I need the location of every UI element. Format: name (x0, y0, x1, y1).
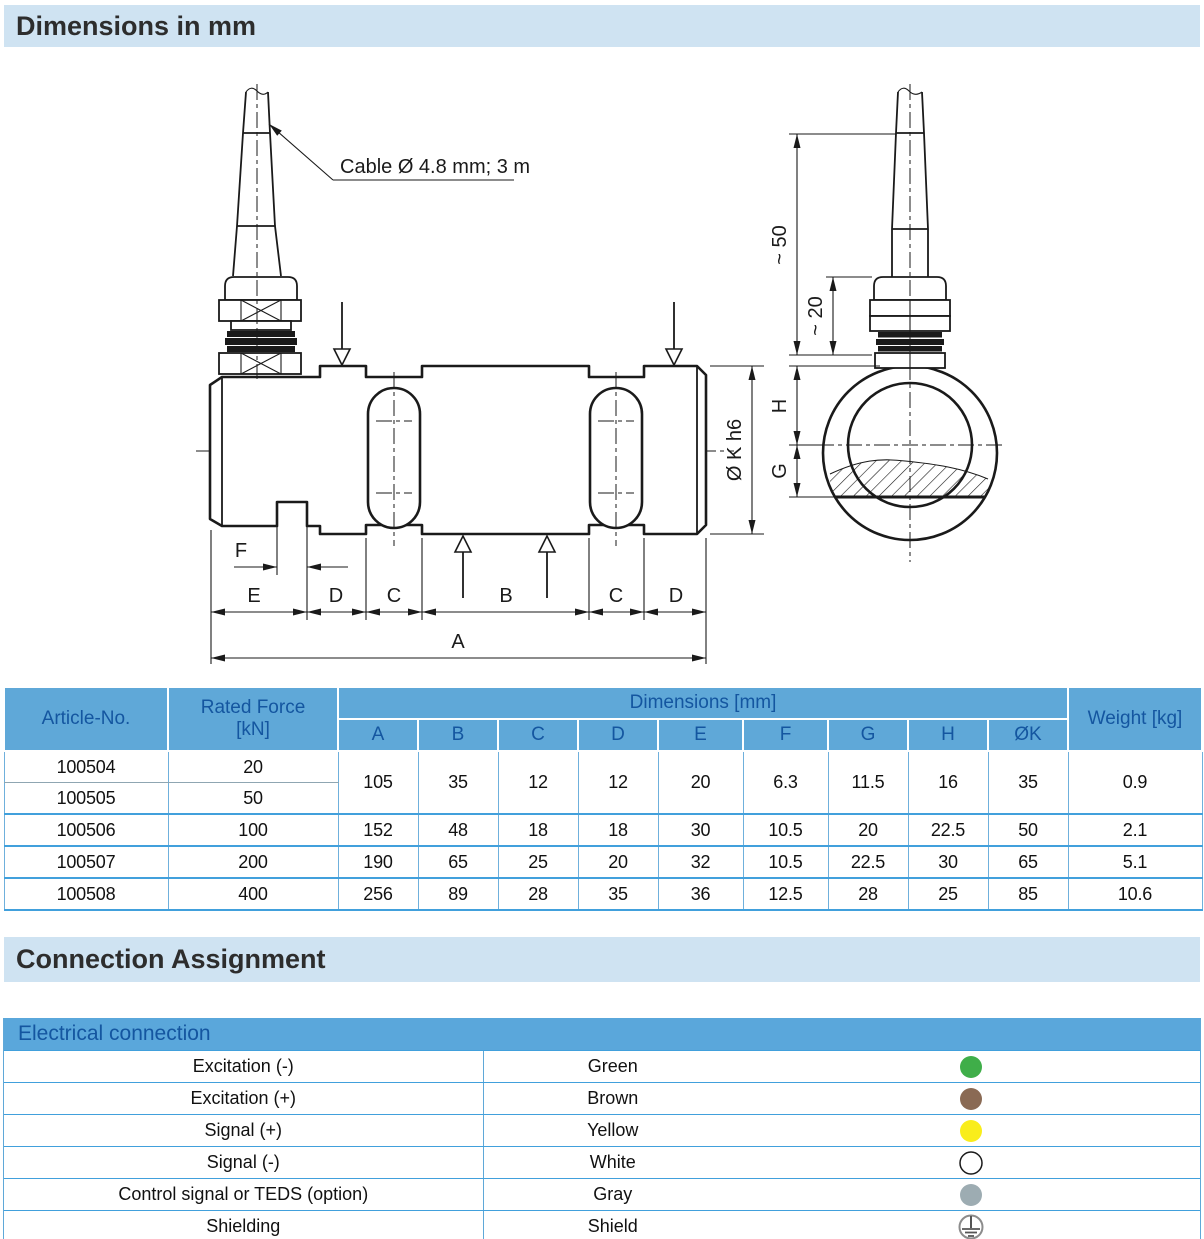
cell-force: 100 (168, 814, 338, 846)
wire-color-name: Gray (593, 1184, 633, 1204)
cell-dim-f: 12.5 (743, 878, 828, 910)
electrical-connection-table (3, 1018, 1201, 1239)
dim-label-50: ~ 50 (769, 225, 791, 265)
rated-force-line2: [kN] (236, 719, 270, 740)
cell-dim-b: 89 (418, 878, 498, 910)
section-title-dimensions: Dimensions in mm (16, 10, 257, 41)
cell-force: 50 (168, 783, 338, 815)
dim-50 (769, 134, 801, 355)
wire-function: Excitation (+) (4, 1083, 484, 1114)
col-header-article: Article-No. (4, 687, 168, 751)
wire-function: Excitation (-) (4, 1051, 484, 1082)
cell-dim-f: 6.3 (743, 751, 828, 814)
wire-color-swatch (742, 1115, 1200, 1146)
wire-color-swatch (742, 1083, 1200, 1114)
cell-dim-h: 16 (908, 751, 988, 814)
col-header-rated-force (168, 687, 338, 751)
cell-dim-ok: 85 (988, 878, 1068, 910)
col-header-F: F (743, 719, 828, 751)
color-dot-icon (958, 1182, 984, 1208)
cell-force: 400 (168, 878, 338, 910)
dim-A (211, 631, 706, 662)
dim-label-d: D (328, 585, 344, 607)
cell-force: 20 (168, 751, 338, 783)
col-header-dimensions-group: Dimensions [mm] (338, 687, 1068, 719)
cell-dim-c: 12 (498, 751, 578, 814)
dim-label-d2: D (668, 585, 684, 607)
wire-color-name: Shield (587, 1216, 638, 1236)
cell-dim-ok: 50 (988, 814, 1068, 846)
electrical-row (4, 1210, 1200, 1239)
dim-chain (211, 585, 706, 616)
cell-dim-c: 25 (498, 846, 578, 878)
cell-dim-a: 256 (338, 878, 418, 910)
color-dot-icon (958, 1118, 984, 1144)
dim-label-e: E (247, 585, 261, 607)
cell-dim-e: 20 (658, 751, 743, 814)
col-header-G: G (828, 719, 908, 751)
dim-label-a: A (451, 631, 465, 653)
cell-dim-c: 28 (498, 878, 578, 910)
table-row (4, 814, 1202, 846)
col-header-OK: ØK (988, 719, 1068, 751)
dim-20 (805, 277, 837, 355)
dim-F (234, 540, 348, 571)
table-row (4, 846, 1202, 878)
wire-function: Shielding (4, 1211, 484, 1239)
cell-dim-e: 30 (658, 814, 743, 846)
cell-dim-h: 25 (908, 878, 988, 910)
cell-dim-b: 35 (418, 751, 498, 814)
electrical-table-header (4, 1018, 1200, 1050)
dim-label-b: B (499, 585, 513, 607)
dim-label-c: C (386, 585, 402, 607)
cell-dim-e: 36 (658, 878, 743, 910)
cable-label: Cable Ø 4.8 mm; 3 m (340, 156, 531, 178)
support-arrow-up-left (455, 536, 471, 598)
cell-dim-f: 10.5 (743, 814, 828, 846)
cell-dim-a: 152 (338, 814, 418, 846)
wire-function: Signal (+) (4, 1115, 484, 1146)
col-header-C: C (498, 719, 578, 751)
cell-dim-g: 11.5 (828, 751, 908, 814)
cell-dim-h: 22.5 (908, 814, 988, 846)
cable-callout (269, 124, 530, 180)
wire-color-swatch (742, 1179, 1200, 1210)
support-arrow-up-right (539, 536, 555, 598)
color-dot-icon (958, 1054, 984, 1080)
col-header-D: D (578, 719, 658, 751)
wire-color-swatch (742, 1051, 1200, 1082)
cable-gland-side (219, 277, 301, 374)
wire-function: Control signal or TEDS (option) (4, 1179, 484, 1210)
cell-dim-e: 32 (658, 846, 743, 878)
load-arrow-down-right (666, 302, 682, 365)
dim-G (769, 445, 801, 497)
dim-label-h: H (769, 398, 791, 414)
cell-dim-a: 105 (338, 751, 418, 814)
cell-dim-ok: 35 (988, 751, 1068, 814)
cell-dim-b: 48 (418, 814, 498, 846)
cell-weight: 10.6 (1068, 878, 1202, 910)
col-header-B: B (418, 719, 498, 751)
section-header-dimensions (4, 5, 1200, 47)
electrical-row (4, 1050, 1200, 1082)
wire-color-name: Brown (587, 1088, 639, 1108)
cell-dim-g: 20 (828, 814, 908, 846)
dim-label-f: F (234, 540, 248, 562)
dim-label-g: G (769, 463, 791, 479)
electrical-row (4, 1082, 1200, 1114)
color-dot-icon (958, 1086, 984, 1112)
shield-ground-icon (957, 1213, 985, 1239)
cell-article: 100506 (4, 814, 168, 846)
cell-article: 100504 (4, 751, 168, 783)
cell-dim-d: 20 (578, 846, 658, 878)
load-arrow-down-left (334, 302, 350, 365)
cell-dim-f: 10.5 (743, 846, 828, 878)
cell-dim-d: 35 (578, 878, 658, 910)
cell-weight: 0.9 (1068, 751, 1202, 814)
cell-dim-c: 18 (498, 814, 578, 846)
table-row (4, 878, 1202, 910)
cell-article: 100508 (4, 878, 168, 910)
dim-label-20: ~ 20 (805, 296, 827, 336)
electrical-table-title: Electrical connection (18, 1022, 211, 1045)
wire-function: Signal (-) (4, 1147, 484, 1178)
wire-color-name: Yellow (587, 1120, 639, 1140)
cell-dim-a: 190 (338, 846, 418, 878)
electrical-row (4, 1178, 1200, 1210)
side-view (196, 84, 764, 664)
cell-dim-g: 28 (828, 878, 908, 910)
cell-dim-d: 12 (578, 751, 658, 814)
dimensions-table (3, 686, 1203, 911)
cell-dim-g: 22.5 (828, 846, 908, 878)
col-header-weight: Weight [kg] (1068, 687, 1202, 751)
cell-weight: 2.1 (1068, 814, 1202, 846)
col-header-E: E (658, 719, 743, 751)
rated-force-line1: Rated Force (200, 697, 306, 718)
cell-dim-b: 65 (418, 846, 498, 878)
cell-force: 200 (168, 846, 338, 878)
cell-weight: 5.1 (1068, 846, 1202, 878)
electrical-row (4, 1146, 1200, 1178)
end-view (769, 84, 1002, 562)
dim-diameter-K (724, 366, 756, 534)
dim-label-c2: C (608, 585, 624, 607)
cell-dim-ok: 65 (988, 846, 1068, 878)
cell-dim-d: 18 (578, 814, 658, 846)
cell-dim-h: 30 (908, 846, 988, 878)
cell-article: 100505 (4, 783, 168, 815)
electrical-row (4, 1114, 1200, 1146)
col-header-A: A (338, 719, 418, 751)
wire-color-name: Green (587, 1056, 638, 1076)
dim-label-diameter-k: Ø K h6 (724, 418, 746, 482)
wire-color-name: White (589, 1152, 636, 1172)
col-header-H: H (908, 719, 988, 751)
section-title-connection: Connection Assignment (16, 944, 326, 974)
cell-article: 100507 (4, 846, 168, 878)
color-dot-icon (958, 1150, 984, 1176)
dim-H (769, 366, 801, 445)
technical-drawing (0, 55, 1204, 680)
table-row (4, 751, 1202, 783)
wire-color-swatch (742, 1211, 1200, 1239)
wire-color-swatch (742, 1147, 1200, 1178)
section-header-connection (4, 937, 1200, 982)
